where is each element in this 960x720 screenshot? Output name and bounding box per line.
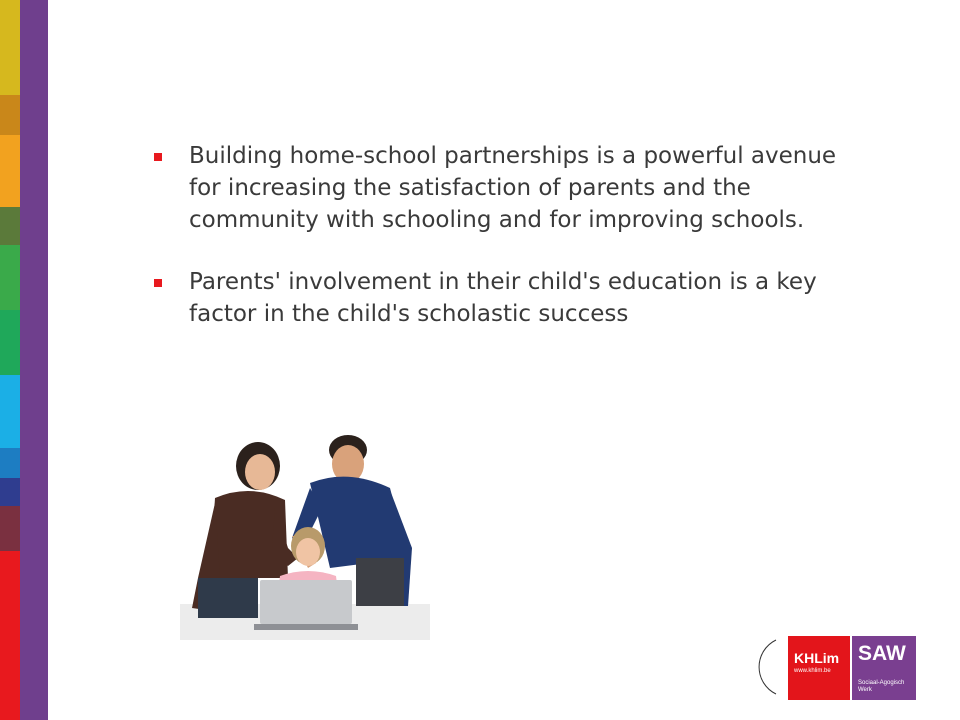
bullet-text: Building home-school partnerships is a powerful avenue for increasing the satisfaction of parents and the community with schooling and for improving schools. — [189, 143, 837, 233]
khlim-name: KHLim — [794, 650, 840, 666]
stripe-segment — [0, 207, 20, 245]
stripe-segment — [0, 506, 20, 551]
stripe-segment — [0, 0, 20, 95]
stripe-segment — [0, 448, 20, 478]
logo-group — [732, 632, 918, 702]
family-laptop-photo — [180, 428, 430, 640]
stripe-segment — [0, 95, 20, 135]
bullet-text: Parents' involvement in their child's education is a key factor in the child's scholastic success — [189, 269, 817, 327]
stripe-segment — [0, 478, 20, 506]
associatie-kuleuven-logo — [732, 632, 788, 702]
khlim-logo — [788, 636, 850, 700]
purple-side-bar — [20, 0, 48, 720]
bullet-item — [152, 266, 872, 330]
color-stripe-bar — [0, 0, 20, 720]
saw-name: SAW — [858, 642, 906, 665]
khlim-url: www.khlim.be — [794, 668, 831, 674]
stripe-segment — [0, 135, 20, 207]
stripe-segment — [0, 375, 20, 448]
saw-logo — [852, 636, 916, 700]
bullet-square-icon — [154, 279, 162, 287]
associatie-text — [732, 672, 734, 702]
stripe-segment — [0, 551, 20, 720]
saw-subtitle: Sociaal-Agogisch Werk — [858, 680, 905, 693]
bullet-square-icon — [154, 153, 162, 161]
bullet-list — [152, 140, 872, 360]
stripe-segment — [0, 245, 20, 310]
bullet-item — [152, 140, 872, 236]
stripe-segment — [0, 310, 20, 375]
